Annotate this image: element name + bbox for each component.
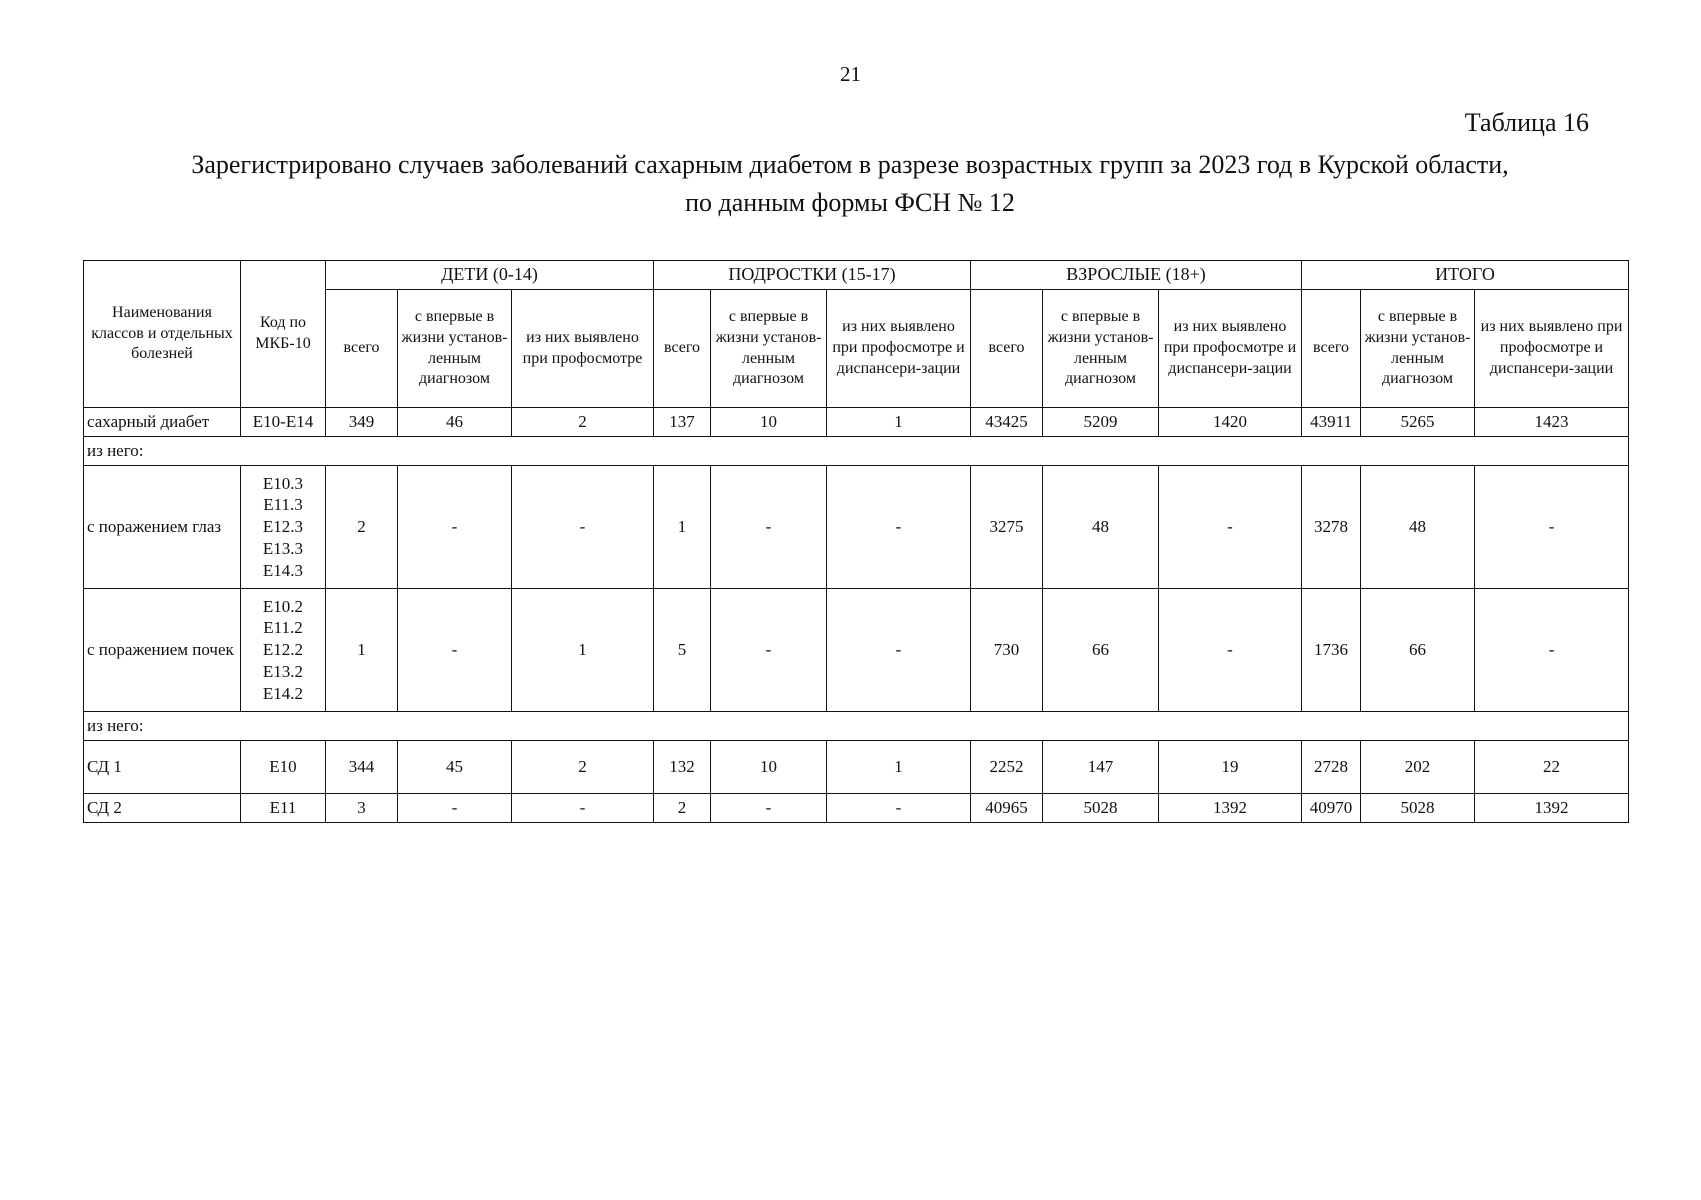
cell: 1423 — [1475, 408, 1629, 437]
cell: - — [398, 466, 512, 589]
row-name: с поражением глаз — [84, 466, 241, 589]
header-group-adults: ВЗРОСЛЫЕ (18+) — [971, 261, 1302, 290]
code: Е10.2 — [262, 596, 304, 616]
page-number: 21 — [840, 62, 861, 86]
cell: - — [827, 794, 971, 823]
cell: 2 — [654, 794, 711, 823]
cell: 10 — [711, 741, 827, 794]
cell: 46 — [398, 408, 512, 437]
cell: 1 — [512, 589, 654, 712]
cell: 66 — [1043, 589, 1159, 712]
cell: - — [711, 589, 827, 712]
section-label: из него: — [84, 437, 1629, 466]
cell: 1 — [326, 589, 398, 712]
code: Е14.2 — [262, 683, 304, 703]
cell: 1392 — [1159, 794, 1302, 823]
row-name: с поражением почек — [84, 589, 241, 712]
row-code: Е11 — [241, 794, 326, 823]
cell: 22 — [1475, 741, 1629, 794]
section-row — [84, 437, 1629, 466]
header-children-prof: из них выявлено при профосмотре — [512, 290, 654, 408]
cell: - — [827, 466, 971, 589]
cell: 19 — [1159, 741, 1302, 794]
cell: 40965 — [971, 794, 1043, 823]
header-name-column: Наименования классов и отдельных болезней — [84, 261, 241, 408]
cell: - — [1159, 589, 1302, 712]
cell: 5 — [654, 589, 711, 712]
row-name: СД 1 — [84, 741, 241, 794]
cell: - — [398, 794, 512, 823]
cell: - — [827, 589, 971, 712]
header-group-teens: ПОДРОСТКИ (15-17) — [654, 261, 971, 290]
cell: 5209 — [1043, 408, 1159, 437]
header-adults-prof: из них выявлено при профосмотре и диспансери-зации — [1159, 290, 1302, 408]
table-row — [84, 466, 1629, 589]
header-teens-prof: из них выявлено при профосмотре и диспансери-зации — [827, 290, 971, 408]
cell: 1736 — [1302, 589, 1361, 712]
cell: - — [512, 794, 654, 823]
header-teens-total: всего — [654, 290, 711, 408]
cell: 40970 — [1302, 794, 1361, 823]
cell: 66 — [1361, 589, 1475, 712]
cell: 43425 — [971, 408, 1043, 437]
table-row — [84, 408, 1629, 437]
cell: - — [398, 589, 512, 712]
cell: 147 — [1043, 741, 1159, 794]
code: Е12.3 — [262, 517, 304, 537]
cell: 3 — [326, 794, 398, 823]
cell: 202 — [1361, 741, 1475, 794]
table-title — [60, 146, 1640, 222]
cell: 2 — [326, 466, 398, 589]
code: Е11.2 — [263, 618, 303, 638]
cell: 1 — [827, 741, 971, 794]
cell: - — [1475, 589, 1629, 712]
code: Е11.3 — [263, 495, 303, 515]
cell: 10 — [711, 408, 827, 437]
diabetes-stats-table — [83, 260, 1629, 823]
section-row — [84, 712, 1629, 741]
cell: - — [711, 466, 827, 589]
table-row — [84, 794, 1629, 823]
table-row — [84, 589, 1629, 712]
table-title-line-2: по данным формы ФСН № 12 — [685, 188, 1015, 217]
header-adults-total: всего — [971, 290, 1043, 408]
cell: 1392 — [1475, 794, 1629, 823]
cell: 48 — [1361, 466, 1475, 589]
table-label: Таблица 16 — [1464, 108, 1589, 137]
cell: 5028 — [1361, 794, 1475, 823]
row-codes — [241, 589, 326, 712]
header-total-prof: из них выявлено при профосмотре и диспансери-зации — [1475, 290, 1629, 408]
cell: - — [512, 466, 654, 589]
cell: 3278 — [1302, 466, 1361, 589]
cell: 2 — [512, 741, 654, 794]
cell: 1 — [827, 408, 971, 437]
row-code: Е10 — [241, 741, 326, 794]
cell: 2252 — [971, 741, 1043, 794]
header-children-first: с впервые в жизни установ-ленным диагнозом — [398, 290, 512, 408]
header-code-column: Код по МКБ-10 — [241, 261, 326, 408]
row-code: Е10-Е14 — [241, 408, 326, 437]
cell: 45 — [398, 741, 512, 794]
header-children-total: всего — [326, 290, 398, 408]
section-label: из него: — [84, 712, 1629, 741]
code: Е14.3 — [262, 560, 304, 580]
cell: 43911 — [1302, 408, 1361, 437]
code: Е12.2 — [262, 640, 304, 660]
cell: - — [1475, 466, 1629, 589]
cell: - — [1159, 466, 1302, 589]
header-total-total: всего — [1302, 290, 1361, 408]
cell: 5265 — [1361, 408, 1475, 437]
code: Е10.3 — [262, 473, 304, 493]
cell: 1420 — [1159, 408, 1302, 437]
header-group-row — [84, 261, 1629, 290]
row-name: сахарный диабет — [84, 408, 241, 437]
header-adults-first: с впервые в жизни установ-ленным диагнозом — [1043, 290, 1159, 408]
header-group-children: ДЕТИ (0-14) — [326, 261, 654, 290]
cell: 48 — [1043, 466, 1159, 589]
row-name: СД 2 — [84, 794, 241, 823]
cell: 349 — [326, 408, 398, 437]
table-row — [84, 741, 1629, 794]
code: Е13.3 — [262, 538, 304, 558]
table-title-line-1: Зарегистрировано случаев заболеваний сахарным диабетом в разрезе возрастных групп за 2023 год в Курской области, — [191, 150, 1509, 179]
header-group-total: ИТОГО — [1302, 261, 1629, 290]
cell: - — [711, 794, 827, 823]
cell: 2728 — [1302, 741, 1361, 794]
cell: 730 — [971, 589, 1043, 712]
header-total-first: с впервые в жизни установ-ленным диагнозом — [1361, 290, 1475, 408]
cell: 5028 — [1043, 794, 1159, 823]
header-teens-first: с впервые в жизни установ-ленным диагнозом — [711, 290, 827, 408]
cell: 344 — [326, 741, 398, 794]
cell: 132 — [654, 741, 711, 794]
cell: 137 — [654, 408, 711, 437]
row-codes — [241, 466, 326, 589]
cell: 1 — [654, 466, 711, 589]
cell: 3275 — [971, 466, 1043, 589]
cell: 2 — [512, 408, 654, 437]
code: Е13.2 — [262, 661, 304, 681]
